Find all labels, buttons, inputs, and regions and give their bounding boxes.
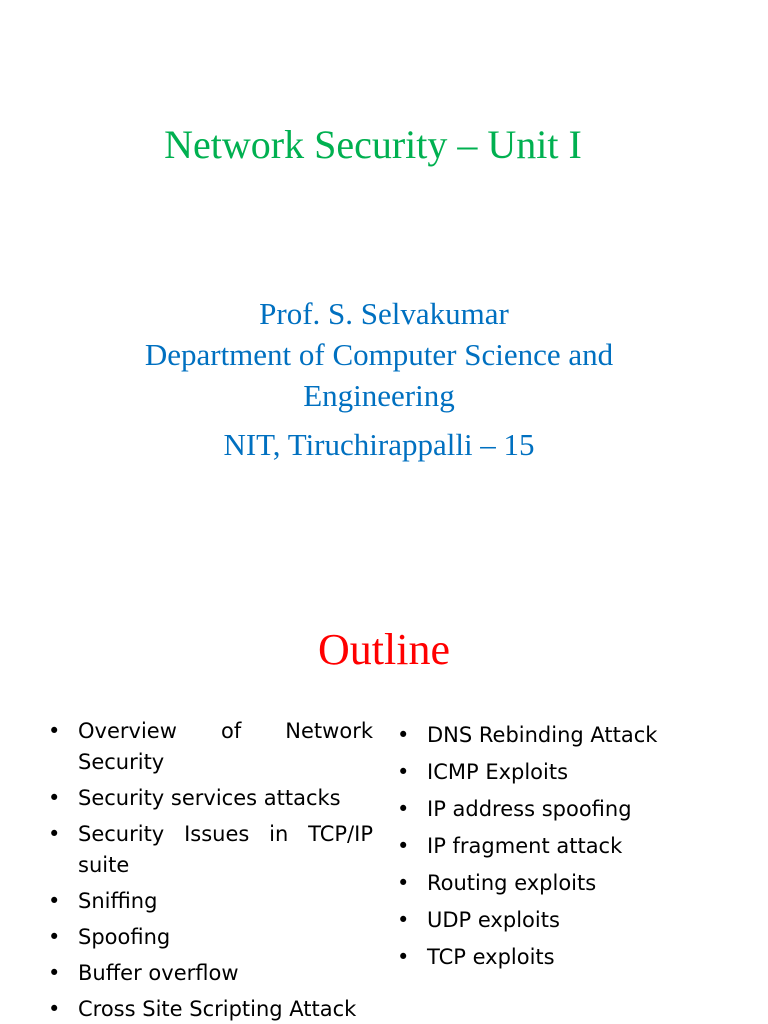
institute-name: NIT, Tiruchirappalli – 15 bbox=[223, 427, 535, 462]
list-item-text: Cross Site Scripting Attack bbox=[78, 997, 357, 1021]
list-item bbox=[48, 886, 373, 917]
list-item bbox=[397, 757, 737, 788]
bullet-icon: • bbox=[48, 719, 61, 743]
bullet-icon: • bbox=[397, 760, 410, 784]
list-item-text: ICMP Exploits bbox=[427, 760, 569, 784]
author-block bbox=[0, 294, 768, 465]
outline-title: Outline bbox=[318, 625, 450, 674]
list-item-text: Security services attacks bbox=[78, 786, 341, 810]
list-item bbox=[397, 868, 737, 899]
list-item bbox=[48, 716, 373, 778]
department-name: Department of Computer Science and Engineering bbox=[144, 337, 614, 413]
list-item bbox=[48, 958, 373, 989]
list-item bbox=[397, 720, 737, 751]
bullet-icon: • bbox=[48, 889, 61, 913]
bullet-icon: • bbox=[48, 822, 61, 846]
list-item-text: IP fragment attack bbox=[427, 834, 623, 858]
list-item-text: Routing exploits bbox=[427, 871, 597, 895]
list-item-text: UDP exploits bbox=[427, 908, 560, 932]
bullet-icon: • bbox=[48, 961, 61, 985]
list-item bbox=[48, 819, 373, 881]
list-item-text: TCP exploits bbox=[427, 945, 555, 969]
outline-list-right bbox=[397, 720, 737, 979]
list-item-text: Security Issues in TCP/IP suite bbox=[78, 822, 373, 877]
list-item bbox=[397, 831, 737, 862]
bullet-icon: • bbox=[397, 908, 410, 932]
list-item bbox=[48, 994, 373, 1024]
list-item bbox=[397, 794, 737, 825]
list-item-text: IP address spoofing bbox=[427, 797, 632, 821]
bullet-icon: • bbox=[48, 997, 61, 1021]
bullet-icon: • bbox=[397, 945, 410, 969]
bullet-icon: • bbox=[48, 925, 61, 949]
list-item bbox=[48, 783, 373, 814]
list-item bbox=[397, 905, 737, 936]
bullet-icon: • bbox=[397, 723, 410, 747]
list-item-text: Spoofing bbox=[78, 925, 171, 949]
author-name: Prof. S. Selvakumar bbox=[259, 296, 509, 331]
list-item-text: Sniffing bbox=[78, 889, 158, 913]
bullet-icon: • bbox=[397, 797, 410, 821]
list-item bbox=[397, 942, 737, 973]
outline-list-left bbox=[48, 716, 373, 1024]
slide-title: Network Security – Unit I bbox=[164, 122, 582, 167]
list-item-text: Overview of Network Security bbox=[78, 719, 373, 774]
list-item-text: DNS Rebinding Attack bbox=[427, 723, 658, 747]
list-item-text: Buffer overflow bbox=[78, 961, 239, 985]
bullet-icon: • bbox=[48, 786, 61, 810]
bullet-icon: • bbox=[397, 834, 410, 858]
list-item bbox=[48, 922, 373, 953]
bullet-icon: • bbox=[397, 871, 410, 895]
